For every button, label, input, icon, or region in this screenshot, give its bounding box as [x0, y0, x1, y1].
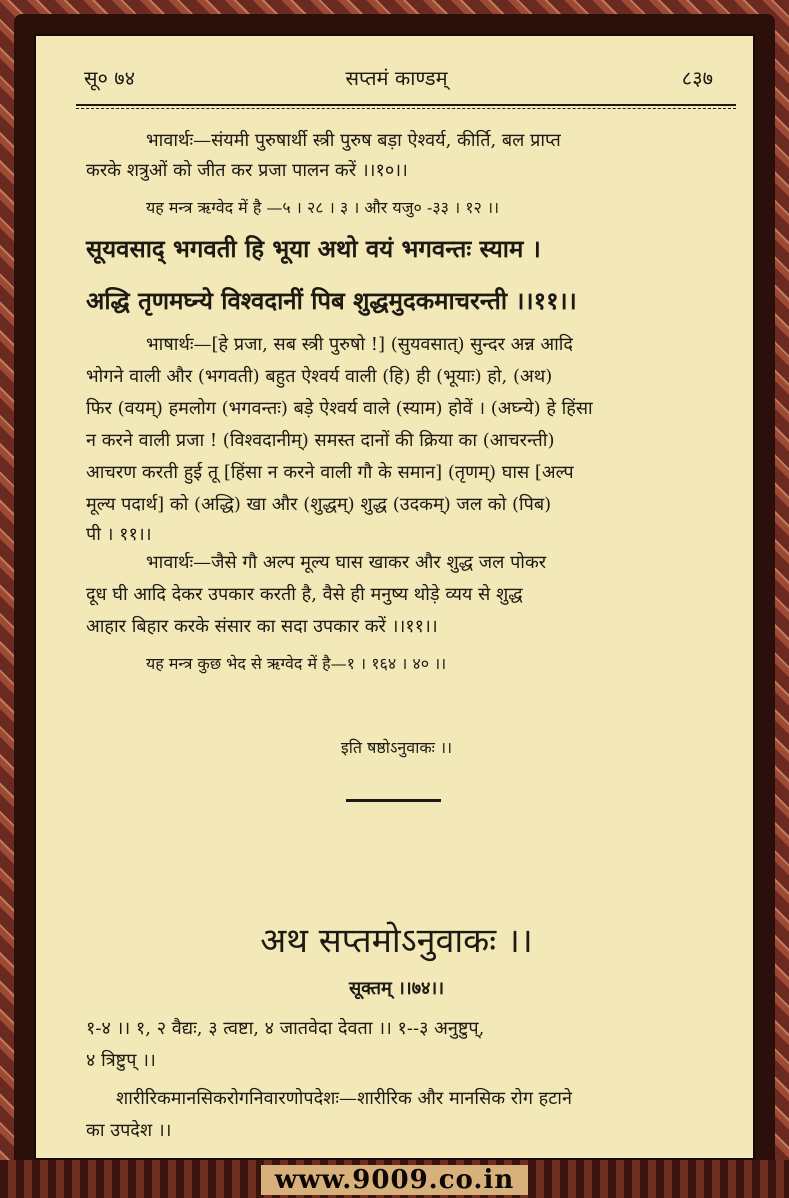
text-line: पी । ११।। [86, 524, 152, 545]
page-header-title: सप्तमं काण्डम् [345, 66, 448, 90]
book-page [34, 34, 755, 1160]
text-line: यह मन्त्र कुछ भेद से ऋग्वेद में है—१ । १६४ । ४० ।। [146, 654, 447, 673]
header-rule [76, 104, 736, 106]
text-line: आचरण करती हुई तू [हिंसा न करने वाली गौ के समान] (तृणम्) घास [अल्प [86, 462, 574, 483]
text-line: भावार्थः—संयमी पुरुषार्थी स्त्री पुरुष बड़ा ऐश्वर्य, कीर्ति, बल प्राप्त [146, 130, 561, 151]
text-line: आहार बिहार करके संसार का सदा उपकार करें ।।११।। [86, 616, 438, 637]
anuvaka-title: अथ सप्तमोऽनुवाकः ।। [260, 921, 533, 961]
text-line: न करने वाली प्रजा ! (विश्वदानीम्) समस्त दानों की क्रिया का (आचरन्ती) [86, 430, 555, 451]
text-line: यह मन्त्र ऋग्वेद में है —५ । २८ । ३ । और यजु० -३३ । १२ ।। [146, 198, 500, 217]
anuvaka-end: इति षष्ठोऽनुवाकः ।। [340, 738, 453, 757]
text-line: का उपदेश ।। [86, 1120, 172, 1141]
mantra-line: अद्धि तृणमघ्न्ये विश्वदानीं पिब शुद्धमुदकमाचरन्ती ।।११।। [86, 286, 577, 315]
text-line: ४ त्रिष्टुप् ।। [86, 1050, 156, 1071]
footer-url[interactable]: www.9009.co.in [0, 1165, 789, 1195]
text-line: भावार्थः—जैसे गौ अल्प मूल्य घास खाकर और शुद्ध जल पोकर [146, 552, 547, 573]
text-line: करके शत्रुओं को जीत कर प्रजा पालन करें ।।१०।। [86, 160, 408, 181]
sutra-number: सू० ७४ [84, 66, 136, 90]
header-rule-dashed [76, 108, 736, 109]
section-divider [346, 799, 441, 802]
mantra-line: सूयवसाद् भगवती हि भूया अथो वयं भगवन्तः स्याम । [86, 234, 541, 263]
text-line: दूध घी आदि देकर उपकार करती है, वैसे ही मनुष्य थोड़े व्यय से शुद्ध [86, 584, 523, 605]
text-line: भाषार्थः—[हे प्रजा, सब स्त्री पुरुषो !] (सुयवसात्) सुन्दर अन्न आदि [146, 334, 573, 355]
text-line: शारीरिकमानसिकरोगनिवारणोपदेशः—शारीरिक और मानसिक रोग हटाने [116, 1088, 572, 1109]
text-line: फिर (वयम्) हमलोग (भगवन्तः) बड़े ऐश्वर्य वाले (स्याम) होवें । (अघ्न्ये) हे हिंसा [86, 398, 593, 419]
text-line: भोगने वाली और (भगवती) बहुत ऐश्वर्य वाली (हि) ही (भूयाः) हो, (अथ) [86, 366, 553, 387]
sukta-title: सूक्तम् ।।७४।। [348, 978, 445, 999]
text-line: मूल्य पदार्थ] को (अद्धि) खा और (शुद्धम्) शुद्ध (उदकम्) जल को (पिब) [86, 494, 552, 515]
page-number: ८३७ [681, 66, 713, 90]
text-line: १-४ ।। १, २ वैद्यः, ३ त्वष्टा, ४ जातवेदा देवता ।। १--३ अनुष्टुप्, [86, 1018, 485, 1039]
